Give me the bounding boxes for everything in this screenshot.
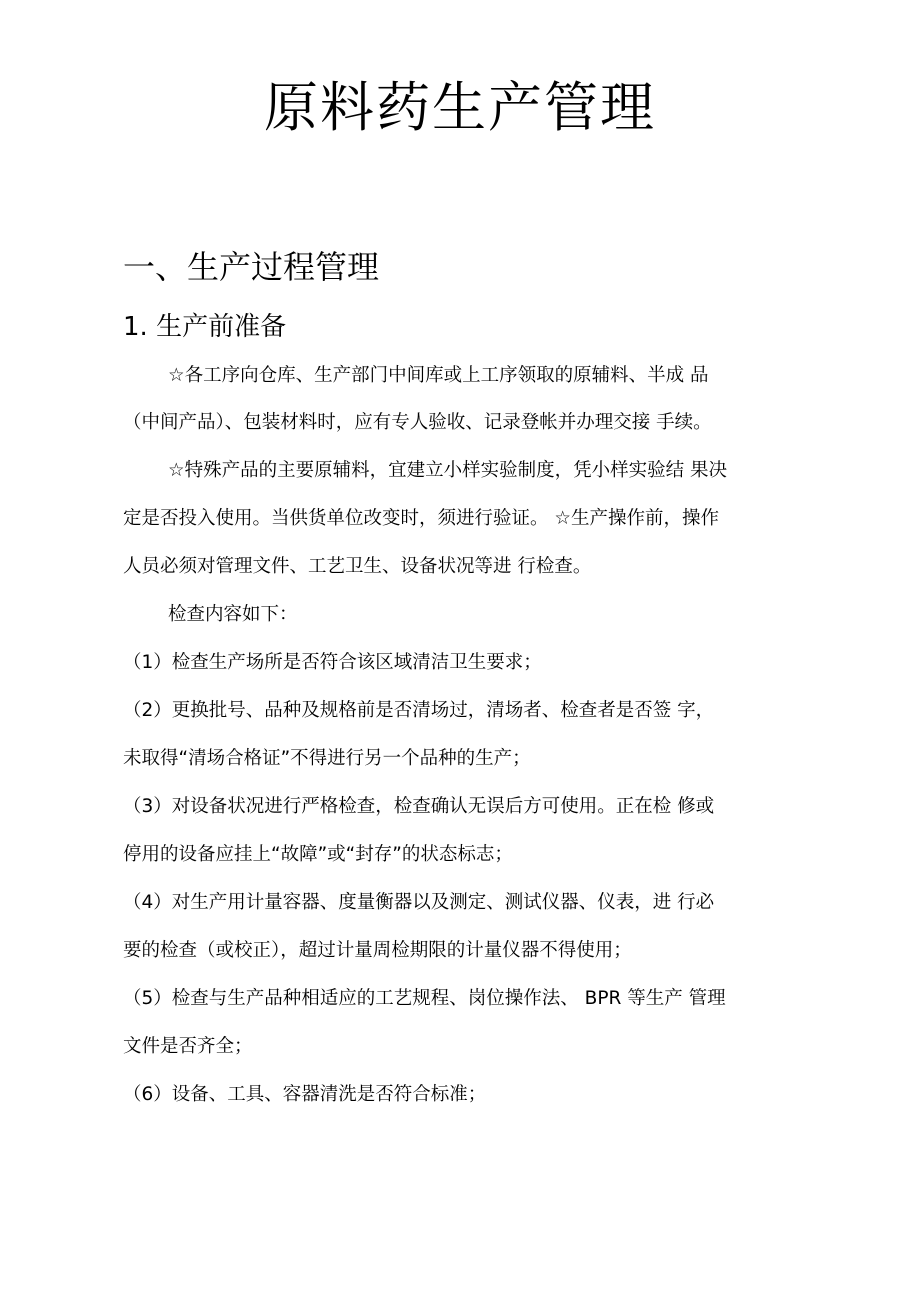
sub-heading: 1. 生产前准备	[123, 312, 287, 342]
paragraph-line: 人员必须对管理文件、工艺卫生、设备状况等进 行检查。	[123, 556, 592, 577]
paragraph-line: ☆特殊产品的主要原辅料，宜建立小样实验制度，凭小样实验结 果决	[168, 460, 727, 481]
list-item-continuation: 未取得“清场合格证”不得进行另一个品种的生产；	[123, 748, 531, 769]
section-heading: 一、生产过程管理	[123, 248, 380, 286]
paragraph-line: ☆各工序向仓库、生产部门中间库或上工序领取的原辅料、半成 品	[168, 365, 709, 386]
paragraph-line: （中间产品）、包装材料时，应有专人验收、记录登帐并办理交接 手续。	[123, 412, 712, 433]
list-item: （2）更换批号、品种及规格前是否清场过，清场者、检查者是否签 字，	[123, 700, 715, 721]
paragraph-line: 检查内容如下：	[168, 604, 298, 625]
list-item: （6）设备、工具、容器清洗是否符合标准；	[123, 1084, 487, 1105]
list-item-continuation: 文件是否齐全；	[123, 1036, 253, 1057]
list-item: （3）对设备状况进行严格检查，检查确认无误后方可使用。正在检 修或	[123, 796, 715, 817]
list-item: （5）检查与生产品种相适应的工艺规程、岗位操作法、 BPR 等生产 管理	[123, 988, 726, 1009]
list-item-continuation: 停用的设备应挂上“故障”或“封存”的状态标志；	[123, 844, 513, 865]
list-item: （4）对生产用计量容器、度量衡器以及测定、测试仪器、仪表，进 行必	[123, 892, 715, 913]
document-title: 原料药生产管理	[264, 76, 656, 139]
list-item-continuation: 要的检查（或校正），超过计量周检期限的计量仪器不得使用；	[123, 940, 632, 961]
list-item: （1）检查生产场所是否符合该区域清洁卫生要求；	[123, 652, 542, 673]
paragraph-line: 定是否投入使用。当供货单位改变时，须进行验证。 ☆生产操作前，操作	[123, 508, 719, 529]
